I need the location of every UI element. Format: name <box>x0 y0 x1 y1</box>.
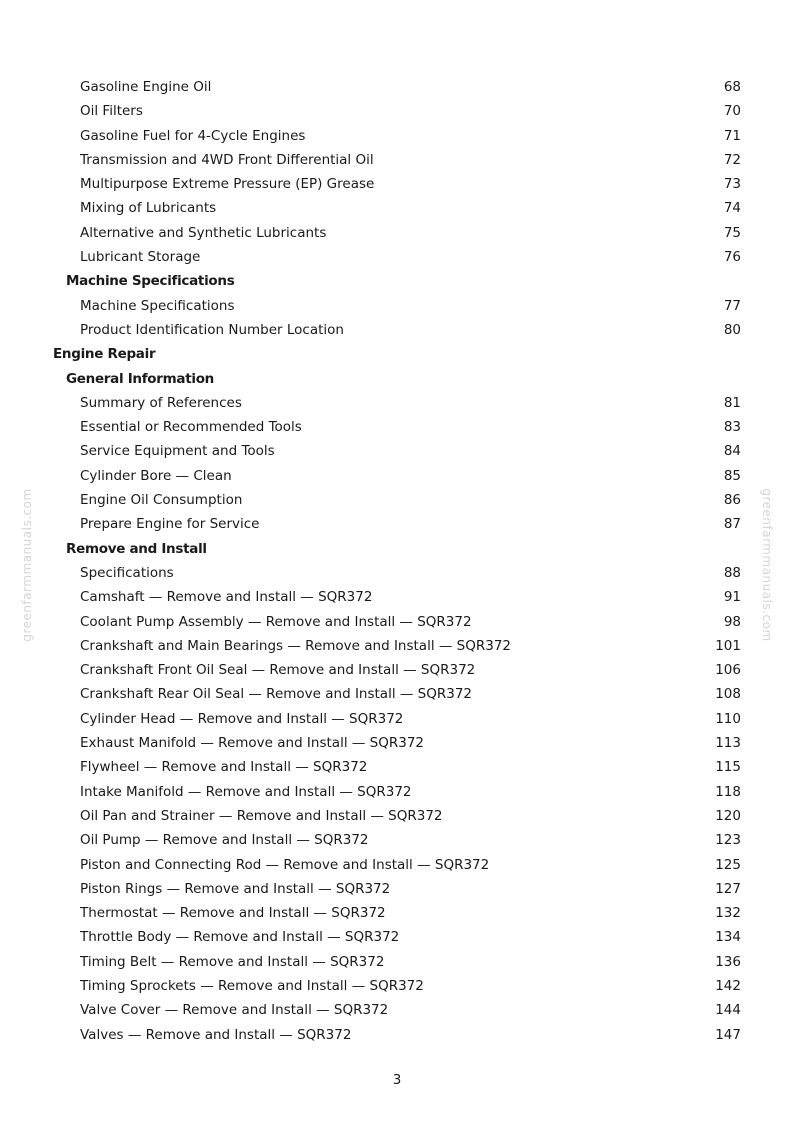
toc-entry-page: 125 <box>715 856 741 873</box>
toc-entry[interactable] <box>0 610 794 634</box>
toc-entry-label: Cylinder Head — Remove and Install — SQR372 <box>80 710 404 727</box>
toc-entry-label: Piston Rings — Remove and Install — SQR372 <box>80 880 391 897</box>
toc-section-heading[interactable] <box>0 537 794 561</box>
toc-entry-page: 81 <box>723 394 741 411</box>
toc-entry[interactable] <box>0 124 794 148</box>
toc-entry-label: Thermostat — Remove and Install — SQR372 <box>80 905 386 922</box>
toc-entry-page: 98 <box>723 613 741 630</box>
toc-entry[interactable] <box>0 512 794 536</box>
toc-entry[interactable] <box>0 707 794 731</box>
toc-entry[interactable] <box>0 731 794 755</box>
toc-entry[interactable] <box>0 75 794 99</box>
toc-entry-label: Crankshaft and Main Bearings — Remove and Install — SQR372 <box>80 637 512 654</box>
toc-entry-page: 68 <box>723 79 741 95</box>
toc-entry-label: Engine Repair <box>53 346 156 363</box>
toc-entry[interactable] <box>0 634 794 658</box>
toc-entry-label: Specifications <box>80 564 174 581</box>
toc-entry[interactable] <box>0 658 794 682</box>
toc-entry-page: 123 <box>715 832 741 849</box>
toc-entry-label: Flywheel — Remove and Install — SQR372 <box>80 759 368 776</box>
toc-entry[interactable] <box>0 561 794 585</box>
toc-entry-label: Valve Cover — Remove and Install — SQR372 <box>80 1002 389 1019</box>
toc-entry[interactable] <box>0 196 794 220</box>
toc-entry-page: 80 <box>723 321 741 338</box>
toc-entry-label: Throttle Body — Remove and Install — SQR372 <box>80 929 400 946</box>
toc-entry[interactable] <box>0 585 794 609</box>
toc-entry-label: Crankshaft Rear Oil Seal — Remove and Install — SQR372 <box>80 686 473 703</box>
toc-entry-label: Crankshaft Front Oil Seal — Remove and Install — SQR372 <box>80 662 476 679</box>
toc-entry-page: 76 <box>723 249 741 266</box>
toc-entry-label: Oil Filters <box>80 103 143 120</box>
toc-entry[interactable] <box>0 318 794 342</box>
toc-entry[interactable] <box>0 974 794 998</box>
watermark-right: greenfarmmanuals.com <box>760 488 774 642</box>
toc-entry[interactable] <box>0 950 794 974</box>
toc-entry-label: Gasoline Engine Oil <box>80 79 212 95</box>
toc-entry[interactable] <box>0 391 794 415</box>
toc-entry-label: Prepare Engine for Service <box>80 516 260 533</box>
toc-entry-page: 87 <box>723 516 741 533</box>
toc-entry-page: 83 <box>723 419 741 436</box>
toc-section-heading[interactable] <box>0 269 794 293</box>
toc-entry-page: 91 <box>723 589 741 606</box>
toc-entry-page: 118 <box>715 783 741 800</box>
toc-entry-page: 115 <box>715 759 741 776</box>
toc-entry-page: 142 <box>715 977 741 994</box>
toc-entry-label: Timing Sprockets — Remove and Install — SQR372 <box>80 977 424 994</box>
toc-entry-page: 132 <box>715 905 741 922</box>
toc-entry-label: Remove and Install <box>66 540 207 557</box>
toc-entry-label: Alternative and Synthetic Lubricants <box>80 224 327 241</box>
toc-entry-label: Oil Pan and Strainer — Remove and Install — SQR372 <box>80 807 443 824</box>
toc-entry[interactable] <box>0 804 794 828</box>
toc-entry[interactable] <box>0 780 794 804</box>
toc-entry[interactable] <box>0 99 794 123</box>
table-of-contents <box>0 75 794 1047</box>
toc-entry-page: 101 <box>715 637 741 654</box>
toc-entry[interactable] <box>0 464 794 488</box>
toc-entry-label: Essential or Recommended Tools <box>80 419 302 436</box>
toc-entry-page: 106 <box>715 662 741 679</box>
toc-entry[interactable] <box>0 488 794 512</box>
toc-entry-label: Lubricant Storage <box>80 249 201 266</box>
toc-entry[interactable] <box>0 1023 794 1047</box>
toc-entry-label: Exhaust Manifold — Remove and Install — SQR372 <box>80 735 424 752</box>
toc-entry[interactable] <box>0 998 794 1022</box>
toc-entry[interactable] <box>0 877 794 901</box>
toc-entry-page: 127 <box>715 880 741 897</box>
toc-entry-page: 70 <box>723 103 741 120</box>
toc-entry[interactable] <box>0 294 794 318</box>
toc-entry-page: 120 <box>715 807 741 824</box>
toc-entry[interactable] <box>0 682 794 706</box>
toc-entry[interactable] <box>0 853 794 877</box>
toc-entry[interactable] <box>0 828 794 852</box>
toc-entry-label: Timing Belt — Remove and Install — SQR372 <box>80 953 385 970</box>
toc-entry[interactable] <box>0 755 794 779</box>
toc-entry-label: Coolant Pump Assembly — Remove and Install — SQR372 <box>80 613 472 630</box>
toc-entry-page: 147 <box>715 1026 741 1043</box>
toc-entry-label: Machine Specifications <box>66 273 235 290</box>
toc-section-heading[interactable] <box>0 342 794 366</box>
toc-entry-label: Piston and Connecting Rod — Remove and Install — SQR372 <box>80 856 490 873</box>
toc-entry-page: 72 <box>723 151 741 168</box>
toc-entry-page: 88 <box>723 564 741 581</box>
toc-entry-label: Machine Specifications <box>80 297 235 314</box>
toc-entry-label: Multipurpose Extreme Pressure (EP) Grease <box>80 176 375 193</box>
toc-entry-page: 136 <box>715 953 741 970</box>
toc-entry-label: Camshaft — Remove and Install — SQR372 <box>80 589 373 606</box>
toc-entry-page: 73 <box>723 176 741 193</box>
toc-entry[interactable] <box>0 245 794 269</box>
toc-entry-label: Valves — Remove and Install — SQR372 <box>80 1026 352 1043</box>
toc-entry-label: Transmission and 4WD Front Differential Oil <box>80 151 374 168</box>
toc-entry-page: 74 <box>723 200 741 217</box>
toc-entry-page: 134 <box>715 929 741 946</box>
toc-entry-page: 84 <box>723 443 741 460</box>
toc-entry-page: 75 <box>723 224 741 241</box>
toc-entry[interactable] <box>0 439 794 463</box>
toc-entry-label: Product Identification Number Location <box>80 321 344 338</box>
toc-entry[interactable] <box>0 172 794 196</box>
toc-section-heading[interactable] <box>0 367 794 391</box>
toc-entry[interactable] <box>0 221 794 245</box>
toc-entry-label: General Information <box>66 370 214 387</box>
toc-entry-label: Summary of References <box>80 394 242 411</box>
toc-entry-page: 110 <box>715 710 741 727</box>
toc-entry-page: 113 <box>715 735 741 752</box>
toc-entry-page: 144 <box>715 1002 741 1019</box>
toc-entry-label: Service Equipment and Tools <box>80 443 275 460</box>
toc-entry-label: Oil Pump — Remove and Install — SQR372 <box>80 832 369 849</box>
toc-entry-label: Mixing of Lubricants <box>80 200 217 217</box>
toc-entry-page: 108 <box>715 686 741 703</box>
toc-entry-label: Gasoline Fuel for 4-Cycle Engines <box>80 127 306 144</box>
toc-entry[interactable] <box>0 901 794 925</box>
toc-entry[interactable] <box>0 415 794 439</box>
toc-entry[interactable] <box>0 925 794 949</box>
toc-entry-label: Intake Manifold — Remove and Install — SQR372 <box>80 783 412 800</box>
toc-entry-page: 86 <box>723 492 741 509</box>
toc-entry-page: 85 <box>723 467 741 484</box>
toc-entry[interactable] <box>0 148 794 172</box>
toc-entry-page: 77 <box>723 297 741 314</box>
toc-entry-label: Cylinder Bore — Clean <box>80 467 232 484</box>
page-number: 3 <box>392 1072 402 1088</box>
toc-entry-label: Engine Oil Consumption <box>80 492 243 509</box>
toc-entry-page: 71 <box>723 127 741 144</box>
watermark-left: greenfarmmanuals.com <box>20 488 34 642</box>
